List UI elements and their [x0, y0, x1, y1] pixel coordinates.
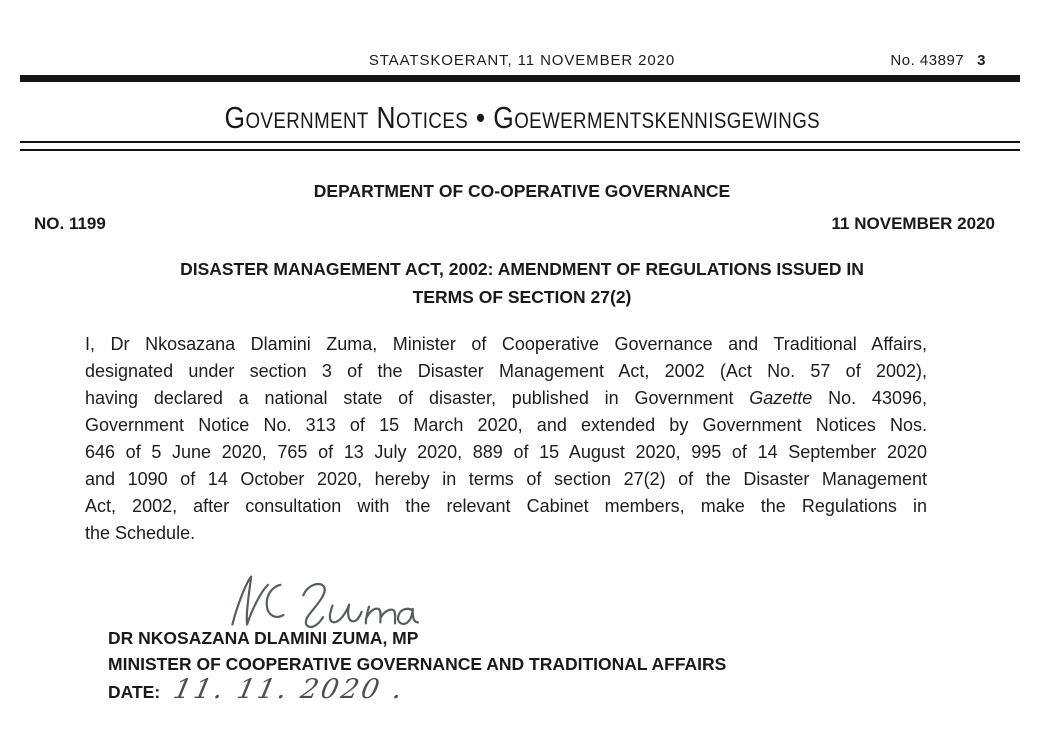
- header-rule: [20, 75, 1020, 82]
- section-banner-title: Government Notices • Goewermentskennisgewings: [224, 100, 820, 135]
- gazette-italic-word: Gazette: [749, 388, 813, 408]
- journal-header-title: STAATSKOERANT, 11 NOVEMBER 2020: [368, 52, 676, 69]
- handwritten-date: 11. 11. 2020 .: [170, 674, 409, 705]
- signature-stroke-n: [232, 577, 267, 625]
- body-line-3-pre: having declared a national state of disaster, published in Government: [85, 388, 750, 408]
- department-name: DEPARTMENT OF CO-OPERATIVE GOVERNANCE: [313, 181, 731, 201]
- body-line-3: [85, 385, 927, 412]
- section-banner: [0, 100, 1044, 136]
- body-line-6: and 1090 of 14 October 2020, hereby in terms of section 27(2) of the Disaster Management: [85, 469, 927, 489]
- signatory-title: MINISTER OF COOPERATIVE GOVERNANCE AND TRADITIONAL AFFAIRS: [108, 654, 727, 674]
- notice-number-row: [34, 214, 995, 234]
- signature-stroke-c: [267, 585, 284, 617]
- notice-title-line-2: TERMS OF SECTION 27(2): [412, 286, 632, 307]
- issue-and-page-number: [890, 52, 986, 69]
- body-line-2: designated under section 3 of the Disaster Management Act, 2002 (Act No. 57 of 2002),: [85, 361, 927, 381]
- body-line-3-post: No. 43096,: [812, 388, 927, 408]
- notice-body: [85, 331, 927, 547]
- body-line-8: the Schedule.: [85, 523, 196, 543]
- banner-double-rule: [20, 141, 1020, 151]
- signature-text: [0, 0, 1, 1]
- body-line-5: 646 of 5 June 2020, 765 of 13 July 2020, 889 of 15 August 2020, 995 of 14 September 2020: [85, 442, 927, 462]
- notice-number: NO. 1199: [34, 214, 106, 233]
- notice-date: 11 NOVEMBER 2020: [831, 214, 995, 233]
- date-row: [108, 674, 409, 705]
- page-number: 3: [977, 52, 986, 69]
- signature-stroke-u: [330, 605, 362, 623]
- notice-title: [0, 256, 1044, 311]
- issue-number: No. 43897: [890, 52, 965, 69]
- body-line-4: Government Notice No. 313 of 15 March 2020, and extended by Government Notices Nos.: [85, 415, 927, 435]
- notice-title-line-1: DISASTER MANAGEMENT ACT, 2002: AMENDMENT OF REGULATIONS ISSUED IN: [180, 259, 864, 279]
- signature-handwriting: [222, 572, 420, 630]
- signature-stroke-m: [366, 607, 395, 624]
- body-line-7: Act, 2002, after consultation with the relevant Cabinet members, make the Regulations in: [85, 496, 927, 516]
- signatory-name: DR NKOSAZANA DLAMINI ZUMA, MP: [108, 628, 419, 648]
- body-line-1: I, Dr Nkosazana Dlamini Zuma, Minister of Cooperative Governance and Traditional Affairs,: [85, 334, 927, 354]
- date-label: DATE:: [108, 682, 161, 702]
- signature-stroke-z: [303, 584, 324, 627]
- signature-stroke-a: [398, 609, 418, 624]
